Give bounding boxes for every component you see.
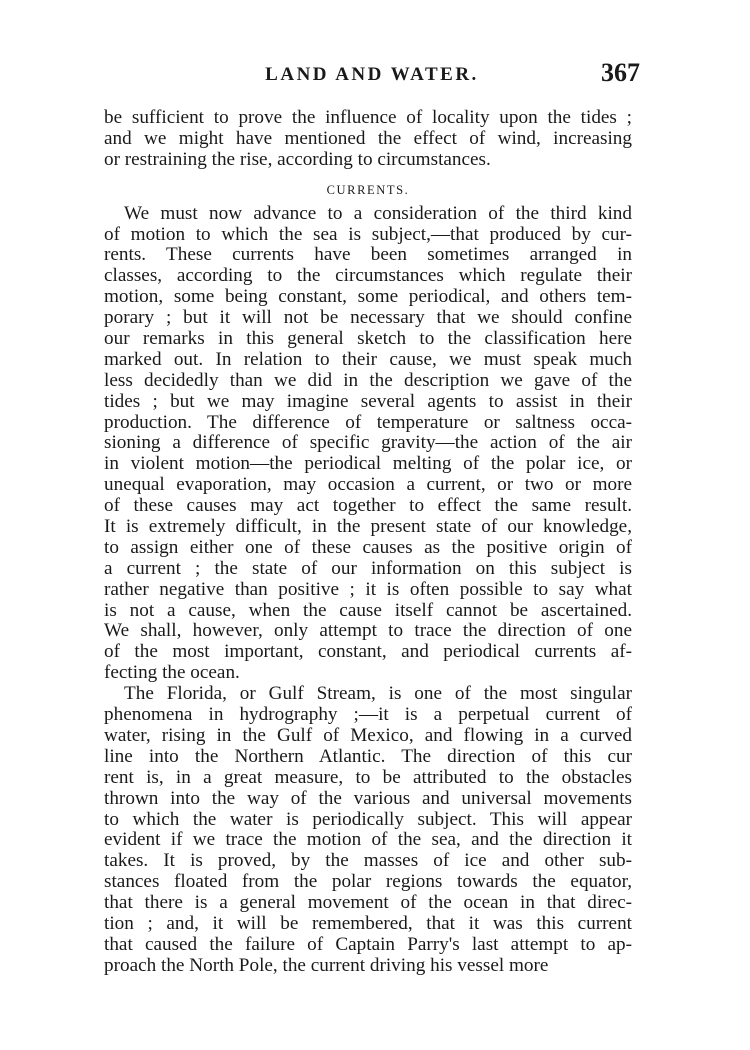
text-line: line into the Northern Atlantic. The direction of this cur <box>104 745 632 767</box>
text-line: water, rising in the Gulf of Mexico, and flowing in a curved <box>104 724 632 746</box>
text-line: sioning a difference of specific gravity—the action of the air <box>104 432 632 454</box>
text-line: rents. These currents have been sometimes arranged in <box>104 244 632 266</box>
text-line: rather negative than positive ; it is often possible to say what <box>104 578 632 600</box>
text-line: proach the North Pole, the current driving his vessel more <box>104 954 549 976</box>
text-line: unequal evaporation, may occasion a current, or two or more <box>104 474 632 496</box>
running-title: LAND AND WATER. <box>265 64 479 85</box>
text-line: our remarks in this general sketch to the classification here <box>104 328 632 350</box>
text-line: of the most important, constant, and periodical currents af- <box>104 641 632 663</box>
text-line: that there is a general movement of the ocean in that direc- <box>104 892 632 914</box>
text-line: in violent motion—the periodical melting of the polar ice, or <box>104 453 632 475</box>
section-heading: CURRENTS. <box>326 182 410 197</box>
text-line: marked out. In relation to their cause, we must speak much <box>104 348 632 370</box>
text-line: evident if we trace the motion of the sea, and the direction it <box>104 829 632 851</box>
text-line: motion, some being constant, some periodical, and others tem- <box>104 286 632 308</box>
text-line: tion ; and, it will be remembered, that it was this current <box>104 912 632 934</box>
text-line: phenomena in hydrography ;—it is a perpetual current of <box>104 704 632 726</box>
text-line: or restraining the rise, according to circumstances. <box>104 148 491 170</box>
text-line: fecting the ocean. <box>104 662 240 684</box>
text-line: rent is, in a great measure, to be attributed to the obstacles <box>104 766 632 788</box>
text-line: be sufficient to prove the influence of locality upon the tides ; <box>104 107 632 128</box>
text-line: production. The difference of temperature or saltness occa- <box>104 411 632 433</box>
text-line: to assign either one of these causes as the positive origin of <box>104 536 632 558</box>
text-line: The Florida, or Gulf Stream, is one of the most singular <box>124 683 632 705</box>
paragraph-continuation <box>104 108 632 171</box>
text-line: is not a cause, when the cause itself cannot be ascertained. <box>104 599 632 621</box>
text-line: classes, according to the circumstances which regulate their <box>104 265 632 287</box>
text-line: and we might have mentioned the effect of wind, increasing <box>104 127 632 149</box>
text-line: of motion to which the sea is subject,—that produced by cur- <box>104 223 632 245</box>
page-header <box>104 56 640 96</box>
text-line: tides ; but we may imagine several agents to assist in their <box>104 390 632 412</box>
text-line: stances floated from the polar regions towards the equator, <box>104 871 632 893</box>
text-line: that caused the failure of Captain Parry's last attempt to ap- <box>104 933 632 955</box>
text-line: less decidedly than we did in the description we gave of the <box>104 369 632 391</box>
text-line: thrown into the way of the various and universal movements <box>104 787 632 809</box>
text-line: It is extremely difficult, in the present state of our knowledge, <box>104 516 632 538</box>
text-line: porary ; but it will not be necessary that we should confine <box>104 307 632 329</box>
text-line: We must now advance to a consideration of the third kind <box>124 202 632 224</box>
page-number: 367 <box>601 58 640 87</box>
text-line: to which the water is periodically subject. This will appear <box>104 808 632 830</box>
text-line: We shall, however, only attempt to trace the direction of one <box>104 620 632 642</box>
page-body <box>104 108 632 977</box>
text-line: of these causes may act together to effect the same result. <box>104 495 632 517</box>
text-line: takes. It is proved, by the masses of ice and other sub- <box>104 850 632 872</box>
paragraph-gulf-stream <box>104 684 632 976</box>
paragraph-currents-intro <box>104 204 632 684</box>
text-line: a current ; the state of our information on this subject is <box>104 557 632 579</box>
